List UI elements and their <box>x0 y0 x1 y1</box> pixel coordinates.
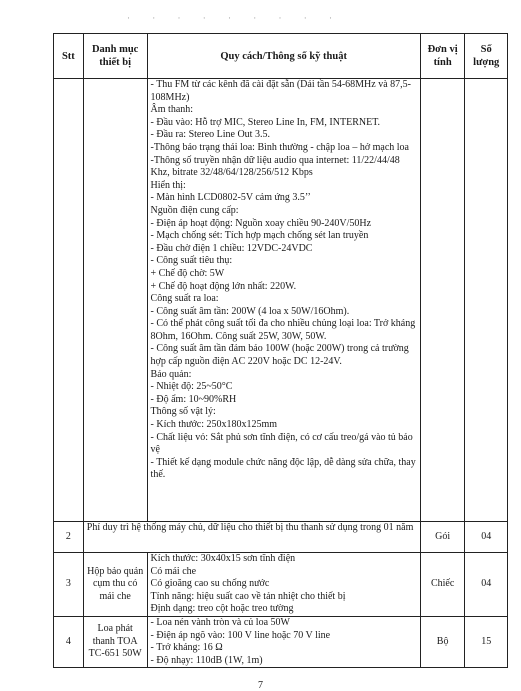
spec-line: + Chế độ chờ: 5W <box>150 267 225 279</box>
spec-line: - Mạch chống sét: Tích hợp mạch chống sét lan truyền <box>150 230 369 242</box>
spec-line: - Công suất âm tần đảm bảo 100W (hoặc 200W) trong cả trường hợp cấp nguồn điện AC 220V hoặc DC 12-24V. <box>150 343 412 368</box>
spec-line: - Đầu vào: Hỗ trợ MIC, Stereo Line In, FM, INTERNET. <box>150 116 381 128</box>
spec-line: - Công suất âm tần: 200W (4 loa x 50W/16Ohm). <box>150 305 350 317</box>
spec-line: - Có thể phát công suất tối đa cho nhiều chủng loại loa: Trở kháng 8Ohm, 16Ohm. Công suất 25W, 30W, 50W. <box>150 318 418 342</box>
header-equipment-name: Danh mục thiết bị <box>83 34 147 79</box>
row-unit: Gói <box>420 522 465 553</box>
spec-line: Âm thanh: <box>150 104 194 116</box>
spec-line: Công suất ra loa: <box>150 293 219 305</box>
spec-line: - Thiết kế dạng module chức năng độc lập, dễ dàng sửa chữa, thay thế. <box>150 456 419 481</box>
row-stt: 4 <box>54 616 84 667</box>
spec-line: Nguồn điện cung cấp: <box>150 204 239 216</box>
spec-line: - Thu FM từ các kênh đã cài đặt sẵn (Dải tần 54-68MHz và 87,5-108MHz) <box>150 79 411 103</box>
spec-line: - Nhiệt độ: 25~50°C <box>150 381 233 393</box>
page-number: 7 <box>258 680 263 691</box>
table-row <box>54 79 508 522</box>
spec-line: - Độ nhạy: 110dB (1W, 1m) <box>150 654 263 666</box>
row-spec-cell <box>147 79 420 522</box>
row-unit: Bộ <box>420 616 465 667</box>
row-quantity: 15 <box>465 616 508 667</box>
spec-line: -Thông báo trạng thái loa: Bình thường - chập loa – hở mạch loa <box>150 141 409 153</box>
spec-line: - Đầu ra: Stereo Line Out 3.5. <box>150 129 270 141</box>
row-spec-cell <box>147 553 420 617</box>
row-unit <box>420 79 465 522</box>
spec-line: - Điện áp ngõ vào: 100 V line hoặc 70 V line <box>150 629 331 641</box>
spec-line: - Công suất tiêu thụ: <box>150 255 233 267</box>
spec-line: + Chế độ hoạt động lớn nhất: 220W. <box>150 280 297 292</box>
row-stt <box>54 79 84 522</box>
table-row <box>54 553 508 617</box>
spec-line: Có gioăng cao su chống nước <box>150 578 270 590</box>
row-spec-cell <box>147 616 420 667</box>
spec-line: Hiển thị: <box>150 179 186 191</box>
spec-line: - Màn hình LCD0802-5V cảm ứng 3.5’’ <box>150 192 311 204</box>
row-equipment-name <box>83 79 147 522</box>
equipment-spec-table <box>53 33 508 668</box>
spec-line: Bảo quản: <box>150 368 192 380</box>
spec-line: - Độ ẩm: 10~90%RH <box>150 393 237 405</box>
row-quantity: 04 <box>465 522 508 553</box>
header-quantity: Số lượng <box>465 34 508 79</box>
header-stt: Stt <box>54 34 84 79</box>
table-row <box>54 522 508 553</box>
spec-line: - Trở kháng: 16 Ω <box>150 642 223 654</box>
header-unit: Đơn vị tính <box>420 34 465 79</box>
row-merged-description: Phí duy trì hệ thống máy chủ, dữ liệu cho thiết bị thu thanh sử dụng trong 01 năm <box>83 522 420 553</box>
table-header-row <box>54 34 508 79</box>
row-quantity: 04 <box>465 553 508 617</box>
row-equipment-name: Loa phát thanh TOA TC-651 50W <box>83 616 147 667</box>
spec-line: Có mái che <box>150 565 197 577</box>
table-row <box>54 616 508 667</box>
scan-artifact-marks: · · · · · · · · · <box>127 13 342 23</box>
header-specification: Quy cách/Thông số kỹ thuật <box>147 34 420 79</box>
row-stt: 2 <box>54 522 84 553</box>
row-unit: Chiếc <box>420 553 465 617</box>
spec-line: Kích thước: 30x40x15 sơn tĩnh điện <box>150 553 296 564</box>
spec-line: - Chất liệu vỏ: Sắt phủ sơn tĩnh điện, có cơ cấu treo/gá vào tủ bảo vệ <box>150 431 416 456</box>
row-quantity <box>465 79 508 522</box>
spec-line: - Loa nén vành tròn và củ loa 50W <box>150 616 290 628</box>
spec-line: - Đầu chờ điện 1 chiều: 12VDC-24VDC <box>150 242 313 254</box>
spec-line: - Điện áp hoạt động: Nguồn xoay chiều 90-240V/50Hz <box>150 217 372 229</box>
spec-line: - Kích thước: 250x180x125mm <box>150 419 278 431</box>
spec-line: Định dạng: treo cột hoặc treo tường <box>150 603 294 615</box>
spec-line: -Thông số truyền nhận dữ liệu audio qua internet: 11/22/44/48 Khz, bitrate 32/48/64/128/256/512 Kbps <box>150 154 403 179</box>
row-stt: 3 <box>54 553 84 617</box>
spec-line: Thông số vật lý: <box>150 406 216 418</box>
row-equipment-name: Hộp bảo quản cụm thu có mái che <box>83 553 147 617</box>
spec-line: Tính năng: hiệu suất cao về tản nhiệt cho thiết bị <box>150 590 346 602</box>
